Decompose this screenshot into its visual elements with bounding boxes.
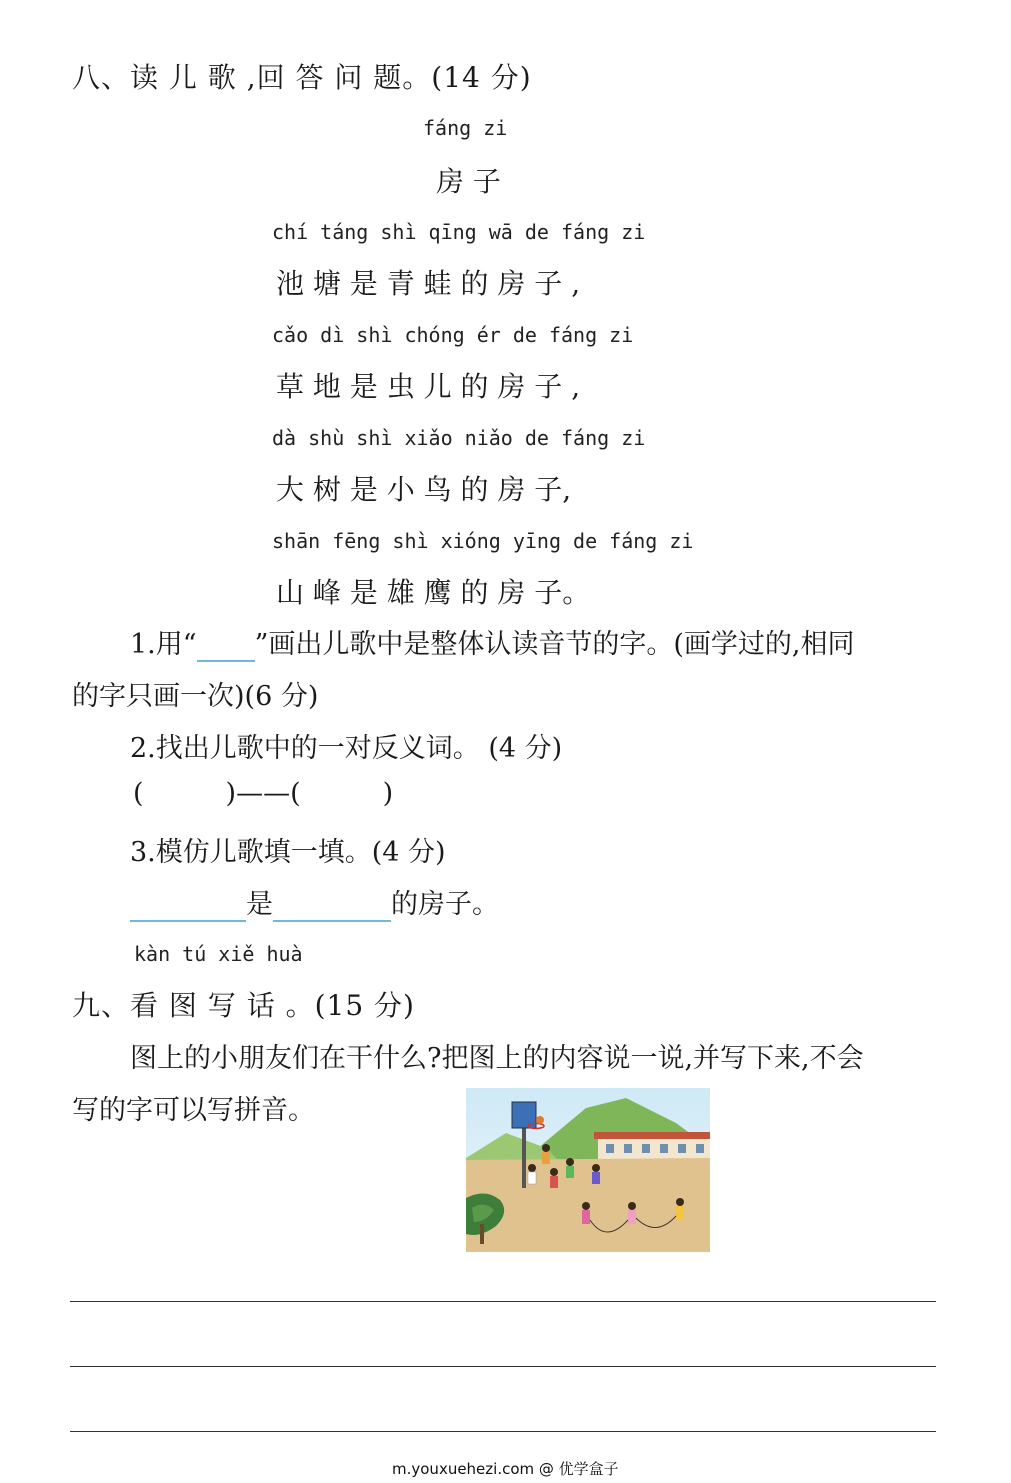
poem-line2-pinyin: cǎo dì shì chóng ér de fáng zi bbox=[272, 323, 634, 347]
question-3: 3.模仿儿歌填一填。(4 分) bbox=[130, 837, 446, 868]
q1-suffix: ”画出儿歌中是整体认读音节的字。(画学过的,相同 bbox=[254, 629, 855, 660]
writing-line-1[interactable] bbox=[70, 1301, 936, 1302]
section9-heading: 九、看 图 写 话 。(15 分) bbox=[72, 989, 415, 1022]
section9-prompt-line2: 写的字可以写拼音。 bbox=[72, 1095, 315, 1126]
poem-line3: 大 树 是 小 鸟 的 房 子, bbox=[276, 473, 572, 506]
q2-open-paren: ( bbox=[133, 778, 144, 809]
poem-line3-pinyin: dà shù shì xiǎo niǎo de fáng zi bbox=[272, 426, 646, 450]
poem-line4: 山 峰 是 雄 鹰 的 房 子。 bbox=[276, 576, 591, 609]
q3-answer-row bbox=[130, 882, 499, 922]
writing-line-2[interactable] bbox=[70, 1366, 936, 1367]
q3-blank-2[interactable] bbox=[273, 889, 391, 922]
question-1 bbox=[130, 622, 855, 662]
footer-watermark: m.youxuehezi.com @ 优学盒子 bbox=[392, 1460, 619, 1478]
section8-heading: 八、读 儿 歌 ,回 答 问 题。(14 分) bbox=[72, 61, 532, 94]
q2-answer-row bbox=[133, 778, 393, 809]
poem-line4-pinyin: shān fēng shì xióng yīng de fáng zi bbox=[272, 529, 694, 553]
q1-underline-sample bbox=[197, 629, 255, 662]
q2-close-paren: ) bbox=[382, 778, 394, 809]
q3-end: 的房子。 bbox=[391, 889, 499, 920]
poem-line1-pinyin: chí táng shì qīng wā de fáng zi bbox=[272, 220, 646, 244]
q2-dash: )——( bbox=[225, 778, 301, 809]
q3-mid: 是 bbox=[246, 889, 273, 920]
section9-prompt-line1: 图上的小朋友们在干什么?把图上的内容说一说,并写下来,不会 bbox=[130, 1043, 864, 1074]
children-playing-illustration bbox=[466, 1088, 710, 1252]
writing-line-3[interactable] bbox=[70, 1431, 936, 1432]
question-2: 2.找出儿歌中的一对反义词。 (4 分) bbox=[130, 733, 563, 764]
poem-line1: 池 塘 是 青 蛙 的 房 子 , bbox=[276, 267, 581, 300]
poem-title: 房 子 bbox=[436, 165, 501, 198]
question-1-line2: 的字只画一次)(6 分) bbox=[72, 681, 319, 712]
poem-line2: 草 地 是 虫 儿 的 房 子 , bbox=[276, 370, 581, 403]
title-pinyin: fáng zi bbox=[423, 116, 508, 140]
q1-prefix: 1.用“ bbox=[130, 629, 197, 660]
q3-blank-1[interactable] bbox=[130, 889, 246, 922]
section9-pinyin: kàn tú xiě huà bbox=[134, 942, 303, 966]
